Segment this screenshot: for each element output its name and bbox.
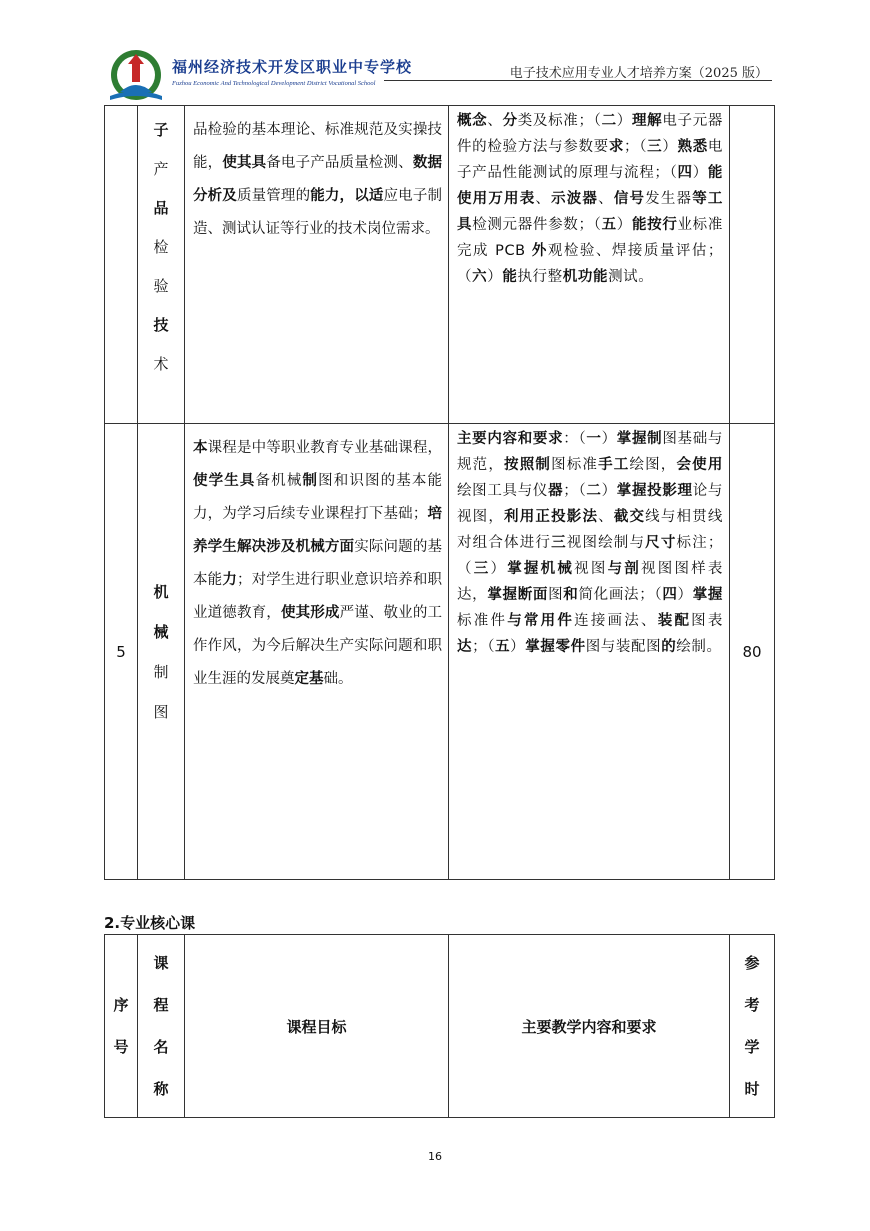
text-segment: 掌握机械 bbox=[507, 561, 575, 577]
table-header-row bbox=[105, 935, 775, 1118]
text-segment: ） bbox=[601, 431, 617, 447]
text-segment: 本 bbox=[193, 440, 208, 456]
text-segment: 熟悉 bbox=[677, 139, 708, 155]
page-number: 16 bbox=[428, 1150, 442, 1163]
text-segment: 理解 bbox=[631, 113, 663, 129]
no-cell bbox=[105, 424, 138, 880]
text-segment: 掌握零件 bbox=[525, 639, 586, 655]
text-segment: 视图 bbox=[574, 561, 608, 577]
text-segment: 执行整 bbox=[517, 269, 563, 285]
table-row bbox=[105, 106, 775, 424]
text-segment: 概念 bbox=[457, 113, 488, 129]
text-segment: 主要内容和要求 bbox=[457, 431, 564, 447]
text-segment: 标注；（ bbox=[457, 535, 723, 577]
text-segment: 定基 bbox=[294, 671, 324, 687]
text-segment: 电子元器件的检验方法与参数要 bbox=[457, 113, 723, 155]
text-segment: 连接画法、 bbox=[574, 613, 658, 629]
text-segment: 能力，以适 bbox=[310, 188, 384, 204]
text-segment: 图 bbox=[548, 587, 564, 603]
text-segment: 测试。 bbox=[608, 269, 654, 285]
char: 术 bbox=[153, 355, 169, 373]
text-segment: ） bbox=[616, 217, 632, 233]
char: 时 bbox=[744, 1080, 760, 1098]
text-segment: 掌握制 bbox=[616, 431, 663, 447]
text-segment: 图基础与规范， bbox=[457, 431, 723, 473]
char: 制 bbox=[153, 662, 169, 681]
text-segment: 绘制。 bbox=[676, 639, 722, 655]
text-segment: ；（ bbox=[563, 483, 587, 499]
header-course-name-label bbox=[138, 955, 184, 1097]
text-segment: 外 bbox=[531, 243, 548, 259]
text-segment: 信号 bbox=[613, 191, 646, 207]
char: 号 bbox=[113, 1038, 129, 1056]
content-cell bbox=[449, 424, 730, 880]
text-segment: 四 bbox=[662, 587, 678, 603]
content-cell bbox=[449, 106, 730, 424]
char: 名 bbox=[153, 1038, 169, 1056]
text-segment: 分 bbox=[502, 113, 518, 129]
text-segment: 备机械 bbox=[255, 473, 303, 489]
text-segment: 力 bbox=[222, 572, 237, 588]
text-segment: 备电子产品质量检测、 bbox=[266, 155, 413, 171]
text-segment: 发生器 bbox=[645, 191, 693, 207]
text-segment: ） bbox=[692, 165, 708, 181]
text-segment: ） bbox=[601, 483, 617, 499]
char: 技 bbox=[153, 316, 169, 334]
text-segment: 示波器 bbox=[551, 191, 599, 207]
text-segment: 与剖 bbox=[607, 561, 642, 577]
char: 械 bbox=[153, 622, 169, 641]
text-segment: ） bbox=[510, 639, 526, 655]
text-segment: ） bbox=[487, 269, 503, 285]
char: 验 bbox=[153, 277, 169, 295]
header-hours bbox=[730, 935, 775, 1118]
text-segment: 视图绘制与 bbox=[566, 535, 646, 551]
char: 参 bbox=[744, 954, 760, 972]
text-segment: 线与相贯线对组合体进行 bbox=[457, 509, 723, 551]
char: 产 bbox=[153, 160, 169, 178]
text-segment: 简化画法；（ bbox=[578, 587, 663, 603]
school-logo bbox=[106, 48, 166, 104]
text-segment: 图标准 bbox=[551, 457, 599, 473]
char: 程 bbox=[153, 996, 169, 1014]
text-segment: 利用正投影法 bbox=[504, 509, 599, 525]
header-content-label: 主要教学内容和要求 bbox=[521, 1017, 657, 1036]
char: 课 bbox=[153, 954, 169, 972]
text-segment: ；（ bbox=[624, 139, 648, 155]
text-segment: 二 bbox=[586, 483, 602, 499]
page-header bbox=[104, 46, 772, 106]
text-segment: 能 bbox=[502, 269, 518, 285]
course-name bbox=[138, 106, 184, 372]
school-name-en: Fuzhou Economic And Technological Development District Vocational School bbox=[172, 80, 376, 87]
school-name-cn: 福州经济技术开发区职业中专学校 bbox=[172, 58, 413, 76]
text-segment: 按照制 bbox=[504, 457, 552, 473]
core-course-table bbox=[104, 934, 775, 1118]
text-segment: ；（ bbox=[472, 639, 496, 655]
text-segment: 课程是中等职业教育专业基础课程， bbox=[207, 440, 442, 456]
header-hours-label bbox=[730, 955, 774, 1097]
text-segment: 质量管理的 bbox=[236, 188, 311, 204]
text-segment: 使其形成 bbox=[280, 605, 340, 621]
text-segment: 图和识图的基本能力，为学习后续专业课程打下基础； bbox=[193, 473, 443, 522]
text-segment: 尺寸 bbox=[645, 535, 677, 551]
text-segment: 器 bbox=[548, 483, 564, 499]
text-segment: 会使用 bbox=[676, 457, 723, 473]
text-segment: 装配 bbox=[657, 613, 692, 629]
text-segment: 三 bbox=[473, 561, 491, 577]
row-number: 5 bbox=[116, 642, 126, 661]
text-segment: 、 bbox=[598, 191, 614, 207]
header-goal bbox=[185, 935, 449, 1118]
text-segment: ：（ bbox=[563, 431, 587, 447]
text-segment: 制 bbox=[302, 473, 319, 489]
header-goal-label: 课程目标 bbox=[286, 1017, 347, 1036]
text-segment: 与常用件 bbox=[507, 613, 575, 629]
text-segment: ） bbox=[616, 113, 632, 129]
text-segment: 视图图样表达， bbox=[457, 561, 724, 603]
text-segment: 、 bbox=[598, 509, 614, 525]
course-name-cell bbox=[138, 424, 185, 880]
course-name bbox=[138, 584, 184, 720]
course-content bbox=[449, 106, 729, 290]
text-segment: 论与视图， bbox=[457, 483, 724, 525]
text-segment: 图表 bbox=[691, 613, 723, 629]
text-segment: 标准件 bbox=[457, 613, 508, 629]
text-segment: 三 bbox=[551, 535, 567, 551]
text-segment: 五 bbox=[495, 639, 511, 655]
text-segment: 掌握投影理 bbox=[616, 483, 693, 499]
text-segment: 数据分析及 bbox=[193, 155, 442, 204]
text-segment: 品检验的基本理论、标准规范及实操技能， bbox=[193, 122, 442, 171]
text-segment: 电子产品性能测试的原理与流程；（ bbox=[457, 139, 723, 181]
text-segment: 使其具 bbox=[222, 155, 267, 171]
hours-value: 80 bbox=[742, 642, 762, 661]
text-segment: 手工 bbox=[598, 457, 630, 473]
header-course-name bbox=[138, 935, 185, 1118]
text-segment: 严谨、敬业的工作作风，为今后解决生产实际问题和职业生涯的发展奠 bbox=[193, 605, 442, 687]
goal-cell bbox=[185, 106, 449, 424]
char: 子 bbox=[153, 121, 169, 139]
text-segment: 截交 bbox=[613, 509, 646, 525]
text-segment: 六 bbox=[472, 269, 488, 285]
text-segment: ） bbox=[677, 587, 693, 603]
text-segment: 达 bbox=[457, 639, 473, 655]
text-segment: 四 bbox=[677, 165, 693, 181]
header-no bbox=[105, 935, 138, 1118]
char: 机 bbox=[153, 582, 169, 601]
section-title: 2.专业核心课 bbox=[104, 914, 196, 932]
text-segment: 使学生具 bbox=[193, 473, 256, 489]
text-segment: 掌握断面 bbox=[487, 587, 549, 603]
course-goal bbox=[185, 424, 448, 696]
text-segment: 求 bbox=[608, 139, 625, 155]
text-segment: 能按行 bbox=[631, 217, 678, 233]
header-rule bbox=[384, 80, 772, 81]
text-segment: 的 bbox=[661, 639, 677, 655]
text-segment: 和 bbox=[563, 587, 579, 603]
document-title: 电子技术应用专业人才培养方案（2025 版） bbox=[509, 66, 768, 81]
char: 学 bbox=[744, 1038, 760, 1056]
header-no-label bbox=[105, 997, 137, 1055]
course-content bbox=[449, 424, 729, 660]
text-segment: 等工具 bbox=[457, 191, 723, 233]
char: 称 bbox=[153, 1080, 169, 1098]
course-goal bbox=[185, 106, 448, 246]
text-segment: 绘图， bbox=[629, 457, 677, 473]
goal-cell bbox=[185, 424, 449, 880]
text-segment: 、 bbox=[535, 191, 552, 207]
text-segment: 三 bbox=[647, 139, 663, 155]
text-segment: 实际问题的基本能 bbox=[193, 539, 442, 588]
no-cell bbox=[105, 106, 138, 424]
text-segment: 业标准完成 PCB bbox=[457, 217, 723, 259]
text-segment: 培养学生解决涉及机械方面 bbox=[193, 506, 442, 555]
char: 检 bbox=[153, 238, 169, 256]
text-segment: 础。 bbox=[323, 671, 353, 687]
hours-cell bbox=[730, 424, 775, 880]
text-segment: 绘图工具与仪 bbox=[457, 483, 549, 499]
course-table-continued bbox=[104, 105, 775, 880]
text-segment: ；对学生进行职业意识培养和职业道德教育， bbox=[193, 572, 442, 621]
text-segment: 机功能 bbox=[562, 269, 609, 285]
text-segment: 图与装配图 bbox=[585, 639, 662, 655]
text-segment: 应电子制造、测试认证等行业的技术岗位需求。 bbox=[193, 188, 442, 237]
text-segment: ） bbox=[662, 139, 678, 155]
table-row bbox=[105, 424, 775, 880]
text-segment: 观检验、焊接质量评估；（ bbox=[457, 243, 724, 285]
text-segment: 五 bbox=[601, 217, 617, 233]
char: 序 bbox=[113, 996, 129, 1014]
char: 品 bbox=[153, 199, 169, 217]
text-segment: ） bbox=[490, 561, 508, 577]
course-name-cell bbox=[138, 106, 185, 424]
text-segment: 、 bbox=[487, 113, 503, 129]
text-segment: 二 bbox=[601, 113, 617, 129]
header-content bbox=[449, 935, 730, 1118]
char: 图 bbox=[153, 702, 169, 721]
text-segment: 类及标准；（ bbox=[517, 113, 602, 129]
char: 考 bbox=[744, 996, 760, 1014]
text-segment: 一 bbox=[586, 431, 602, 447]
text-segment: 检测元器件参数；（ bbox=[472, 217, 602, 233]
text-segment: 能使用万用表 bbox=[457, 165, 723, 207]
text-segment: 掌握 bbox=[692, 587, 723, 603]
hours-cell bbox=[730, 106, 775, 424]
